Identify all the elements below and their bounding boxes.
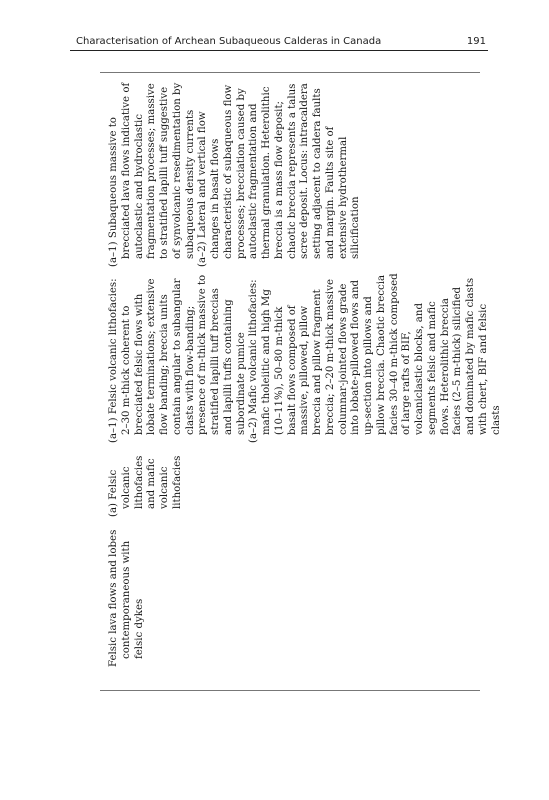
rotated-table — [100, 75, 502, 675]
description-a2: (a–2) Mafic volcanic lithofacies: mafic tholeiitic and high Mg (10–11%), 50–80 m-thick basalt flows composed of massive, pillowed, pillow breccia and pillow fragment breccia; 2–20 m-thick massive columnar-jointed flows grade into lobate-pillowed flows and up-section into pillows and pillow breccia. Chaotic breccia facies 30–40 m-thick composed of large rafts of BIF, volcaniclastic blocks, and segments felsic and mafic flows. Heterolithic breccia facies (2–5 m-thick) silicified and dominated by mafic clasts with chert, BIF and felsic clasts — [248, 273, 502, 443]
table-bottom-rule — [100, 690, 480, 691]
running-title: Characterisation of Archean Subaqueous Calderas in Canada — [76, 36, 382, 47]
page-number: 191 — [466, 36, 486, 47]
table-cell-lithofacies: (a) Felsic volcanic lithofacies and mafic volcanic lithofacies — [108, 455, 183, 517]
table-cell-interpretation — [108, 77, 363, 267]
interpretation-a1: (a–1) Subaqueous massive to brecciated lava flows indicative of autoclastic and hydroclastic fragmentation processes; massive to stratified lapilli tuff suggestive of synvolcanic resedimentation by subaqueous density currents — [108, 82, 196, 267]
header-rule — [70, 50, 488, 51]
table-cell-setting: Felsic lava flows and lobes contemporaneous with felsic dykes — [108, 529, 145, 667]
description-a1: (a–1) Felsic volcanic lithofacies: 2–30 m-thick coherent to brecciated felsic flows with lobate terminations; extensive flow banding; breccia units contain angular to subangular clasts with flow-banding; presence of m-thick massive to stratified lapilli tuff breccias and lapilli tuffs containing subordinate pumice — [108, 274, 247, 443]
table-top-rule — [100, 72, 480, 73]
interpretation-a2: (a–2) Lateral and vertical flow changes in basalt flows characteristic of subaqueous flow processes; brecciation caused by autoclastic fragmentation and thermal granulation. Heterolithic breccia is a mass flow deposit; chaotic breccia represents a talus scree deposit. Locus: intracaldera setting adjacent to caldera faults and margin. Faults site of extensive hydrothermal silicification — [197, 83, 362, 267]
running-head — [76, 36, 486, 47]
table-cell-description — [108, 273, 503, 443]
